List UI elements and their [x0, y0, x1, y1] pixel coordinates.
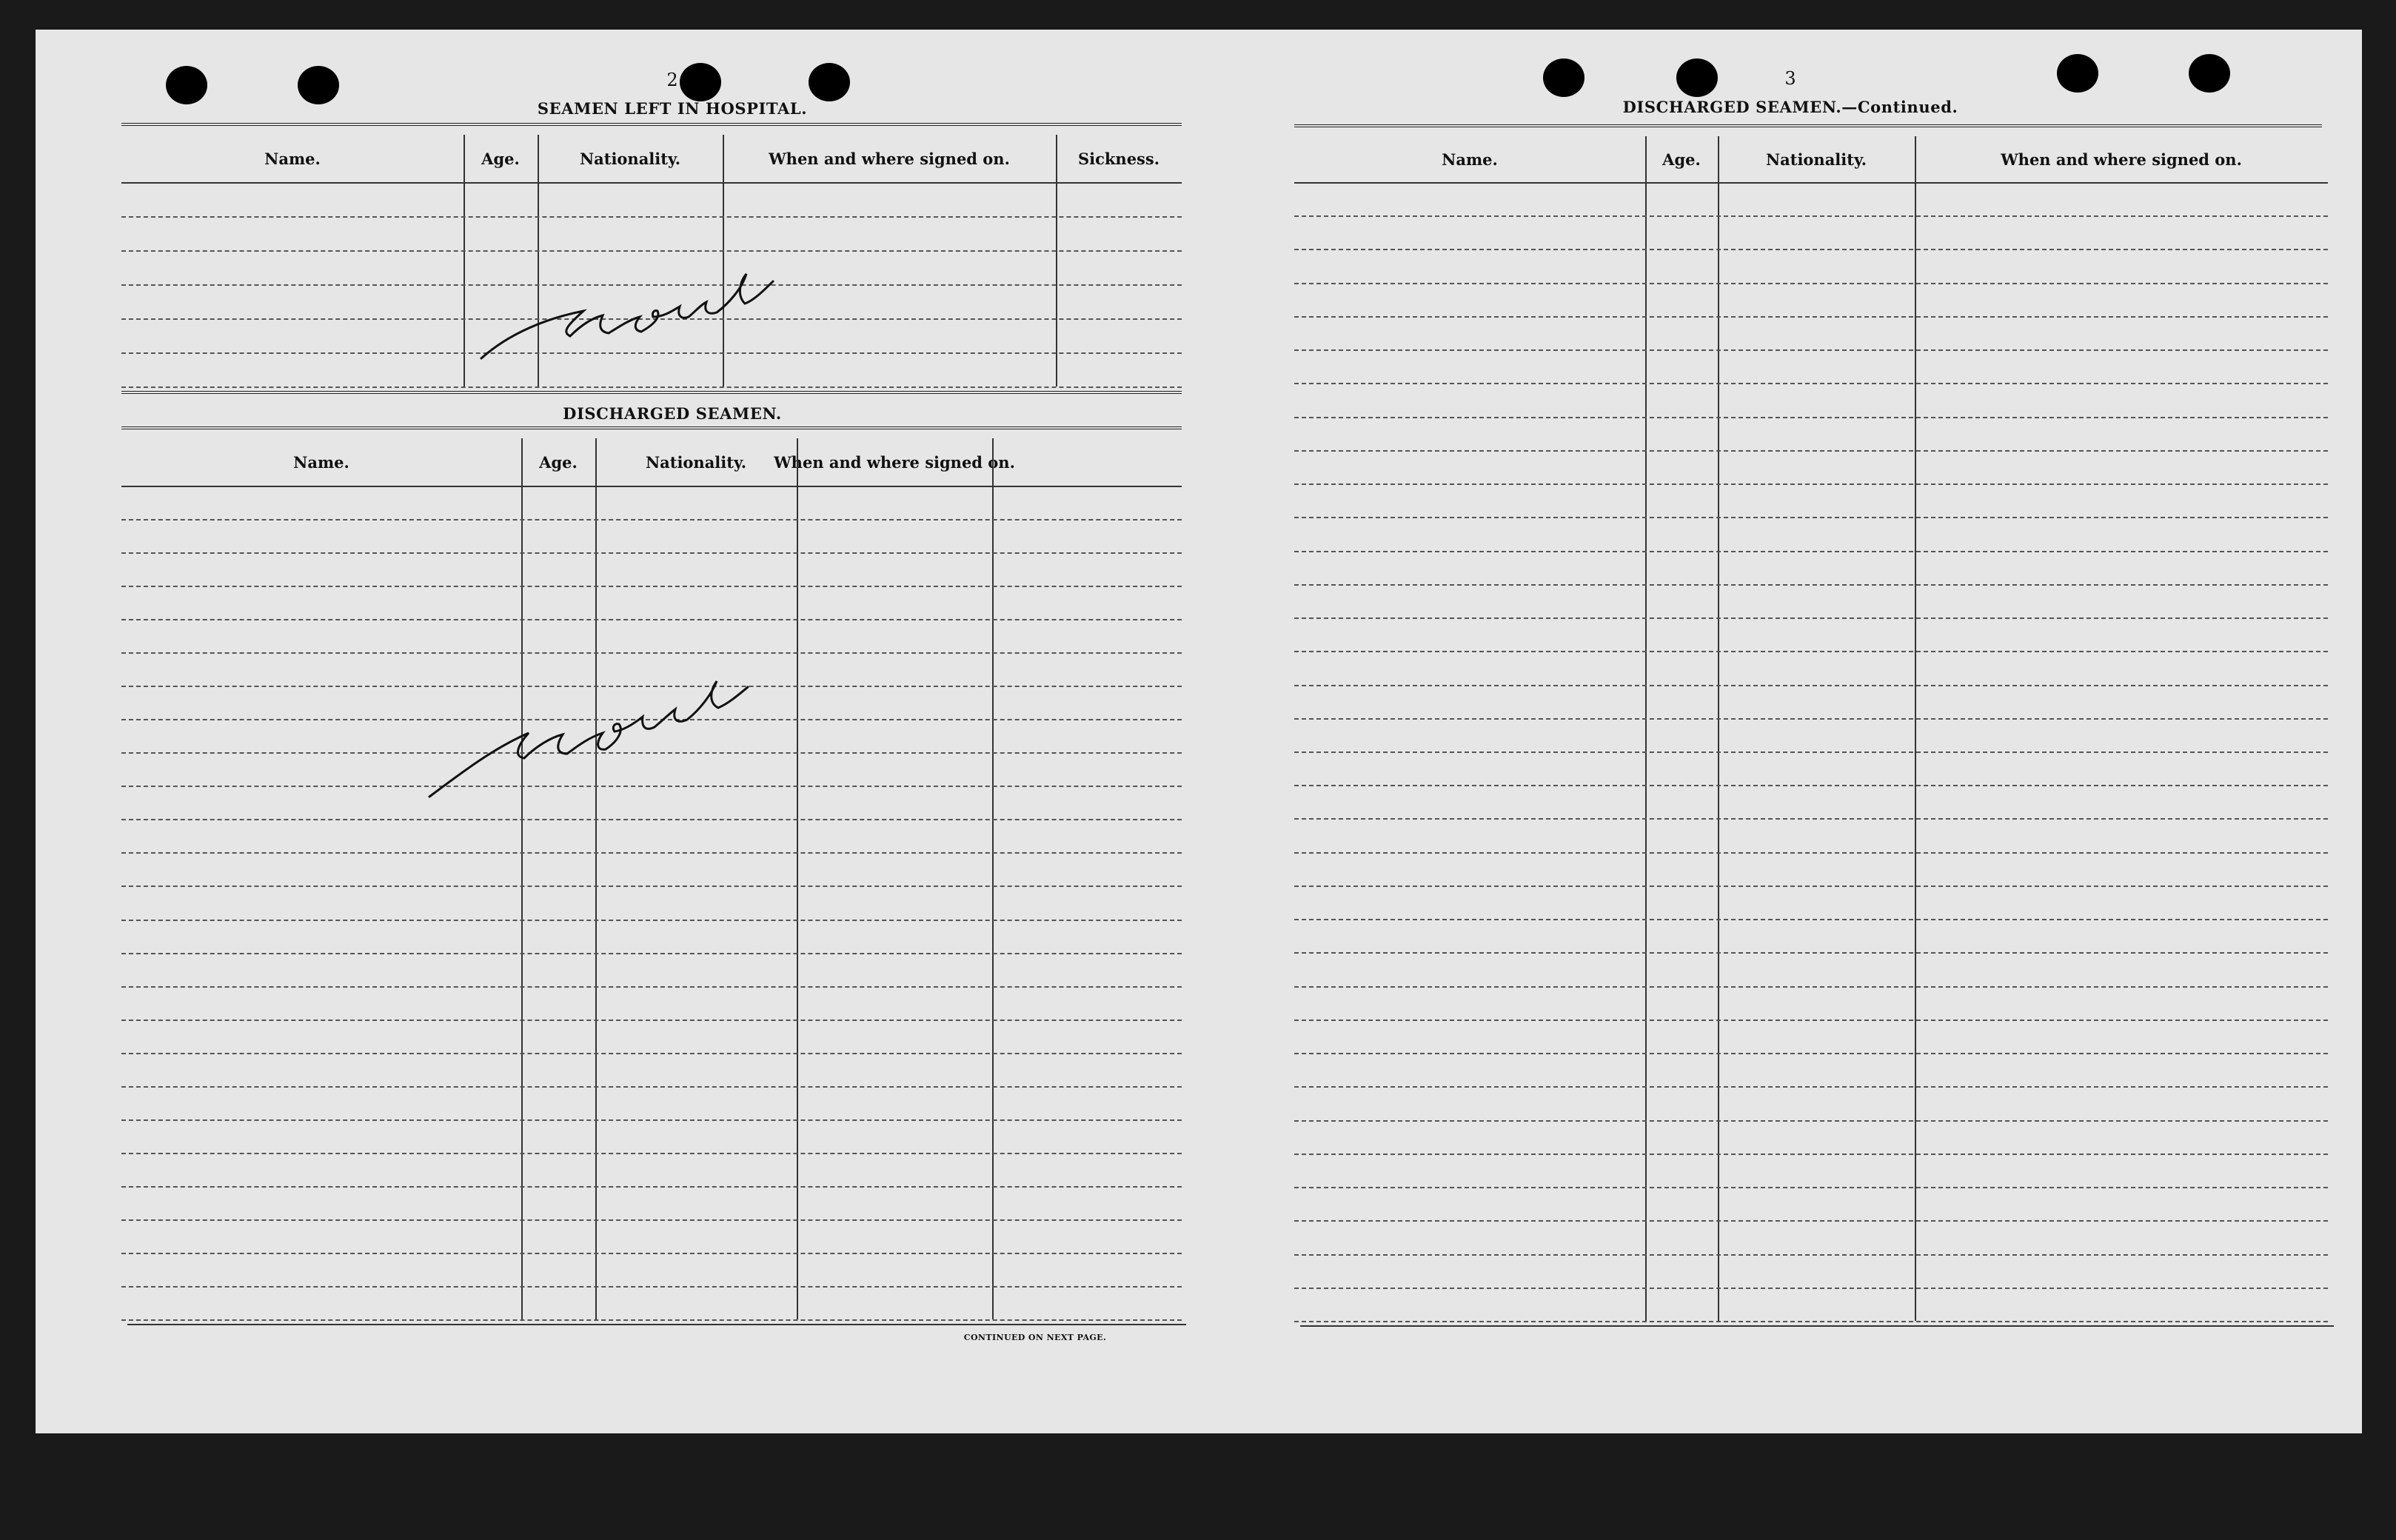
page-number-left: 2: [666, 70, 678, 90]
table-row: [121, 1219, 1182, 1221]
table-row: [1294, 818, 2328, 820]
table-row: [1294, 852, 2328, 854]
table-row: [121, 953, 1182, 954]
column-header-nationality: Nationality.: [579, 149, 681, 168]
table-row: [121, 819, 1182, 820]
table-row: [1294, 1053, 2328, 1054]
table-row: [1294, 1220, 2328, 1222]
table-row: [1294, 1120, 2328, 1122]
column-header-age: Age.: [539, 452, 578, 472]
discharged-section-title: DISCHARGED SEAMEN.: [563, 404, 782, 423]
column-header-signed-on: When and where signed on.: [774, 452, 1015, 472]
table-row: [1294, 215, 2328, 217]
punch-hole: [166, 66, 207, 104]
punch-hole: [2057, 54, 2098, 93]
table-row: [121, 1286, 1182, 1288]
table-row: [121, 1319, 1182, 1321]
column-header-name: Name.: [264, 149, 321, 168]
table-row: [1294, 417, 2328, 418]
table-row: [1294, 1187, 2328, 1188]
table-row: [1294, 1288, 2328, 1289]
right-top-rule: [1294, 124, 2322, 127]
table-row: [1294, 383, 2328, 384]
table-row: [121, 1186, 1182, 1188]
table-row: [1294, 751, 2328, 753]
table-row: [121, 920, 1182, 921]
table-row: [1294, 785, 2328, 786]
column-header-nationality: Nationality.: [645, 452, 747, 472]
table-row: [1294, 919, 2328, 920]
table-header: [121, 135, 1182, 184]
hospital-section-title: SEAMEN LEFT IN HOSPITAL.: [537, 99, 808, 118]
table-row: [1294, 986, 2328, 988]
table-row: [1294, 483, 2328, 485]
column-header-nationality: Nationality.: [1765, 150, 1867, 169]
table-row: [1294, 283, 2328, 284]
page-number-right: 3: [1784, 68, 1796, 89]
table-row: [1294, 685, 2328, 686]
continued-footer: CONTINUED ON NEXT PAGE.: [963, 1333, 1107, 1342]
column-header-name: Name.: [1442, 150, 1498, 169]
discharged-continued-table: [1294, 136, 2328, 1321]
punch-hole: [1676, 58, 1718, 97]
table-row: [1294, 249, 2328, 250]
table-row: [121, 552, 1182, 554]
column-header-age: Age.: [1662, 150, 1701, 169]
handwritten-none-discharged: [384, 563, 798, 814]
table-row: [1294, 617, 2328, 619]
column-divider: [1915, 136, 1916, 1321]
column-divider: [1718, 136, 1719, 1321]
table-row: [1294, 1020, 2328, 1021]
column-divider: [1645, 136, 1647, 1321]
table-header: [121, 438, 1182, 487]
table-row: [1294, 517, 2328, 518]
hospital-top-rule: [121, 123, 1182, 126]
punch-hole: [809, 63, 850, 101]
table-row: [1294, 886, 2328, 887]
table-row: [1294, 450, 2328, 452]
table-row: [121, 1253, 1182, 1254]
column-header-age: Age.: [481, 149, 520, 168]
table-row: [121, 986, 1182, 988]
table-row: [121, 1053, 1182, 1054]
table-row: [1294, 1086, 2328, 1088]
column-header-signed-on: When and where signed on.: [769, 149, 1010, 168]
column-header-sickness: Sickness.: [1077, 149, 1160, 168]
table-header: [1294, 136, 2328, 184]
left-page-bottom-rule: [127, 1324, 1186, 1325]
table-row: [1294, 718, 2328, 720]
punch-hole: [2189, 54, 2230, 93]
punch-hole: [298, 66, 339, 104]
column-header-name: Name.: [293, 452, 349, 472]
table-row: [1294, 1154, 2328, 1155]
table-row: [121, 852, 1182, 854]
discharged-top-rule: [121, 426, 1182, 429]
table-row: [1294, 551, 2328, 552]
column-header-signed-on: When and where signed on.: [2001, 150, 2242, 169]
table-row: [1294, 584, 2328, 586]
table-row: [1294, 316, 2328, 318]
form-sheet: [36, 30, 2362, 1433]
right-page-bottom-rule: [1300, 1325, 2334, 1327]
column-divider: [1056, 135, 1057, 386]
table-row: [1294, 1321, 2328, 1322]
table-row: [1294, 651, 2328, 652]
table-row: [1294, 349, 2328, 351]
table-row: [121, 1020, 1182, 1021]
table-row: [121, 1086, 1182, 1088]
discharged-continued-title: DISCHARGED SEAMEN.—Continued.: [1622, 98, 1958, 116]
table-row: [1294, 1254, 2328, 1256]
table-row: [121, 886, 1182, 887]
table-row: [121, 1119, 1182, 1121]
punch-hole: [1543, 58, 1584, 97]
table-row: [121, 519, 1182, 520]
handwritten-none-hospital: [435, 200, 850, 392]
table-row: [1294, 952, 2328, 954]
table-row: [121, 1153, 1182, 1154]
